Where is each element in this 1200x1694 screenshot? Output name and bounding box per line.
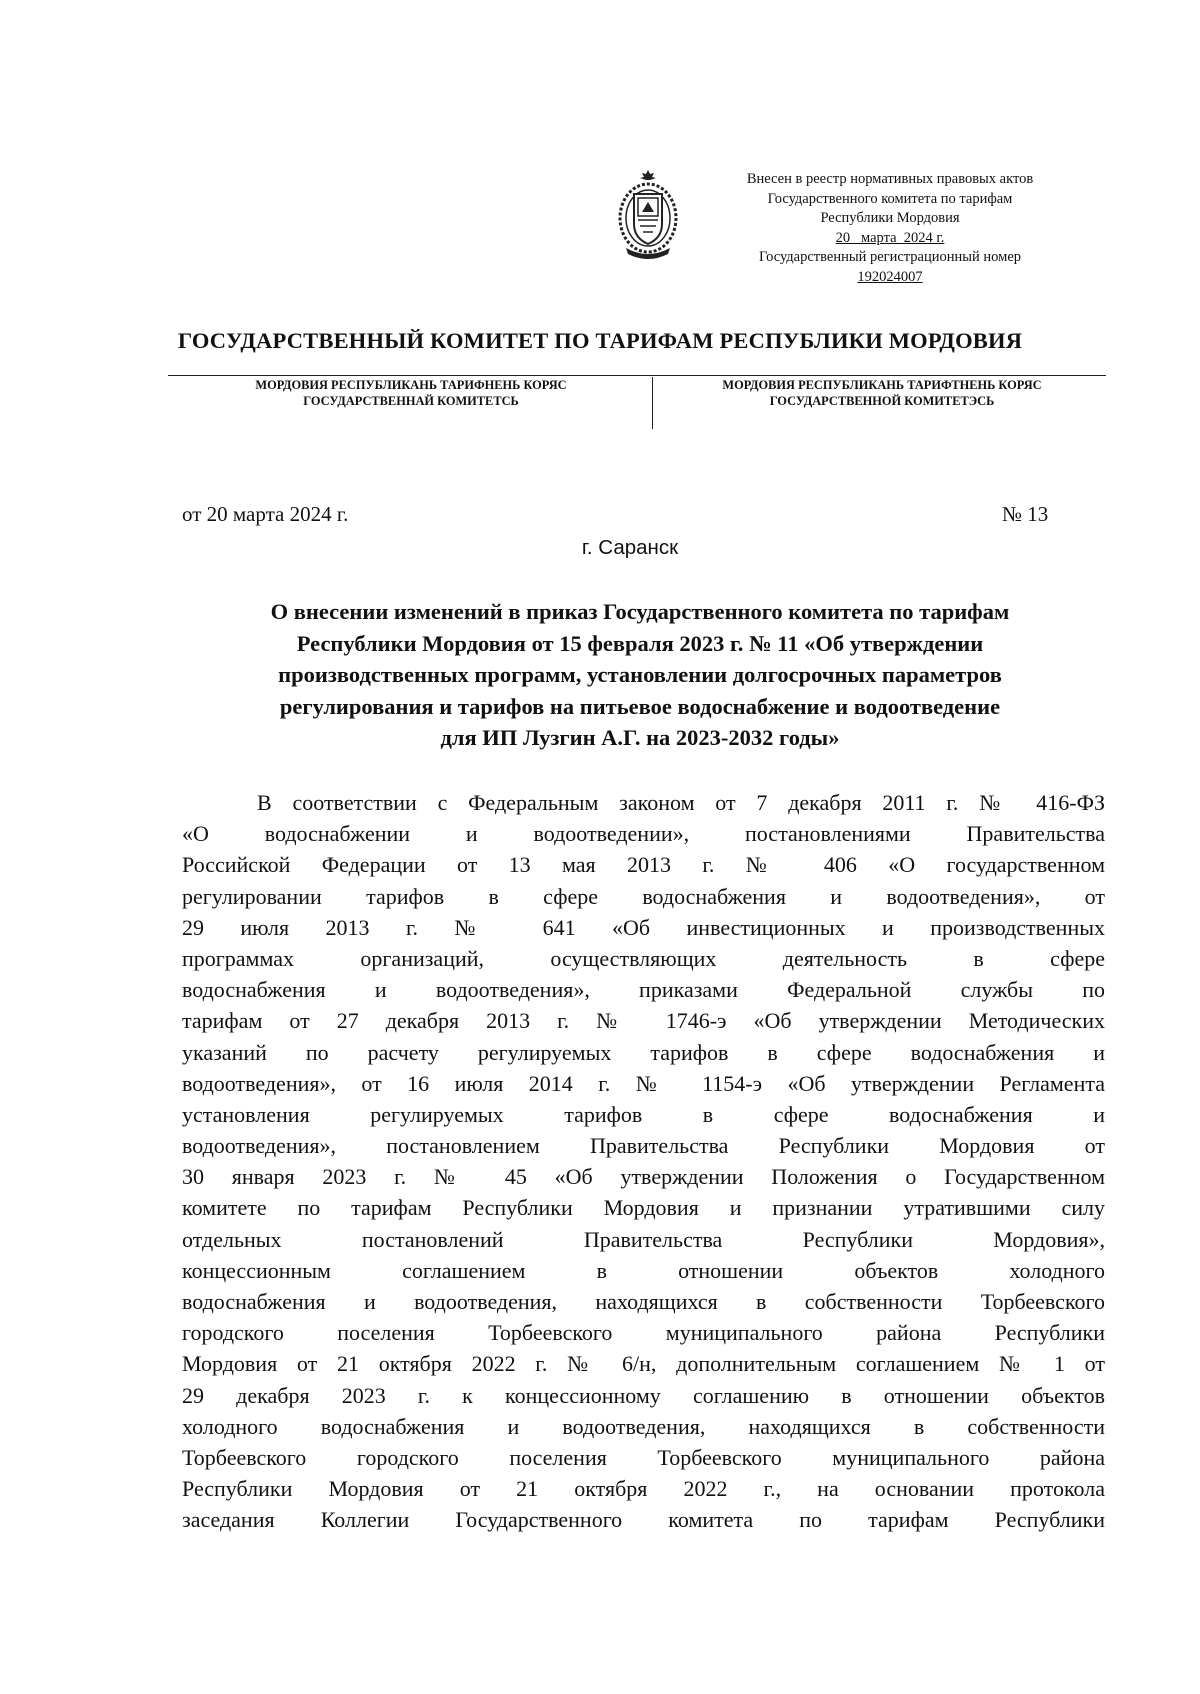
body-line: Республики Мордовия от 21 октября 2022 г., на основании протокола [182,1476,1105,1502]
heading-line: Республики Мордовия от 15 февраля 2023 г. № 11 «Об утверждении [296,630,984,656]
document-date: от 20 марта 2024 г. [182,502,349,526]
document-heading [160,596,1120,754]
body-line: тарифам от 27 декабря 2013 г. № 1746-э «Об утверждении Методических [182,1008,1105,1034]
body-line: городского поселения Торбеевского муниципального района Республики [182,1320,1105,1346]
body-line: установления регулируемых тарифов в сфере водоснабжения и [182,1101,1105,1127]
registry-line-2: Государственного комитета по тарифам [767,190,1013,207]
registry-date: 20 марта 2024 г. [835,229,945,246]
body-line: холодного водоснабжения и водоотведения, находящихся в собственности [182,1413,1105,1439]
body-line: В соответствии с Федеральным законом от 7 декабря 2011 г. № 416-ФЗ [257,790,1105,815]
body-line: указаний по расчету регулируемых тарифов в сфере водоснабжения и [182,1039,1105,1065]
body-line: «О водоснабжении и водоотведении», постановлениями Правительства [182,821,1105,847]
body-line: Торбеевского городского поселения Торбеевского муниципального района [182,1444,1105,1470]
registry-stamp [700,170,1080,287]
document-body [182,787,1105,1536]
registry-line-3: Республики Мордовия [820,210,960,226]
body-line: Мордовия от 21 октября 2022 г. № 6/н, дополнительным соглашением № 1 от [182,1351,1105,1377]
subtitle-divider [652,377,653,429]
body-line: концессионным соглашением в отношении объектов холодного [182,1257,1105,1283]
committee-title: ГОСУДАРСТВЕННЫЙ КОМИТЕТ ПО ТАРИФАМ РЕСПУБЛИКИ МОРДОВИЯ [177,328,1023,353]
body-line: водоотведения», от 16 июля 2014 г. № 1154-э «Об утверждении Регламента [182,1070,1105,1096]
registry-number: 192024007 [857,268,923,285]
body-line: Российской Федерации от 13 мая 2013 г. № 406 «О государственном [182,852,1105,878]
subtitle-moksha-line-1: МОРДОВИЯ РЕСПУБЛИКАНЬ ТАРИФНЕНЬ КОРЯС [255,378,567,392]
heading-line: для ИП Лузгин А.Г. на 2023-2032 годы» [440,725,840,750]
body-line: 29 декабря 2023 г. к концессионному соглашению в отношении объектов [182,1382,1105,1408]
subtitle-moksha-line-2: ГОСУДАРСТВЕННАЙ КОМИТЕТСЬ [303,394,519,408]
document-number: № 13 [1002,502,1049,526]
body-line: 29 июля 2013 г. № 641 «Об инвестиционных и производственных [182,914,1105,940]
coat-of-arms-emblem [616,168,680,264]
subtitle-erzya [662,377,1102,409]
body-line: регулировании тарифов в сфере водоснабжения и водоотведения», от [182,883,1105,909]
subtitle-erzya-line-2: ГОСУДАРСТВЕННОЙ КОМИТЕТЭСЬ [769,394,995,408]
registry-line-5: Государственный регистрационный номер [758,249,1022,265]
subtitle-erzya-line-1: МОРДОВИЯ РЕСПУБЛИКАНЬ ТАРИФТНЕНЬ КОРЯС [722,378,1042,392]
heading-line: О внесении изменений в приказ Государственного комитета по тарифам [270,599,1010,624]
registry-line-1: Внесен в реестр нормативных правовых актов [746,171,1034,187]
body-line: отдельных постановлений Правительства Республики Мордовия», [182,1226,1105,1252]
body-line: водоотведения», постановлением Правительства Республики Мордовия от [182,1133,1105,1159]
body-line: водоснабжения и водоотведения, находящихся в собственности Торбеевского [182,1289,1105,1314]
document-city: г. Саранск [581,536,679,559]
subtitle-moksha [176,377,646,409]
body-line: 30 января 2023 г. № 45 «Об утверждении Положения о Государственном [182,1164,1105,1190]
heading-line: регулирования и тарифов на питьевое водоснабжение и водоотведение [279,693,1001,719]
body-line: заседания Коллегии Государственного комитета по тарифам Республики [182,1507,1105,1533]
body-line: программах организаций, осуществляющих деятельность в сфере [182,945,1105,971]
body-line: комитете по тарифам Республики Мордовия и признании утратившими силу [182,1195,1105,1221]
body-line: водоснабжения и водоотведения», приказами Федеральной службы по [182,977,1105,1003]
heading-line: производственных программ, установлении долгосрочных параметров [278,662,1002,687]
title-rule [168,375,1106,376]
